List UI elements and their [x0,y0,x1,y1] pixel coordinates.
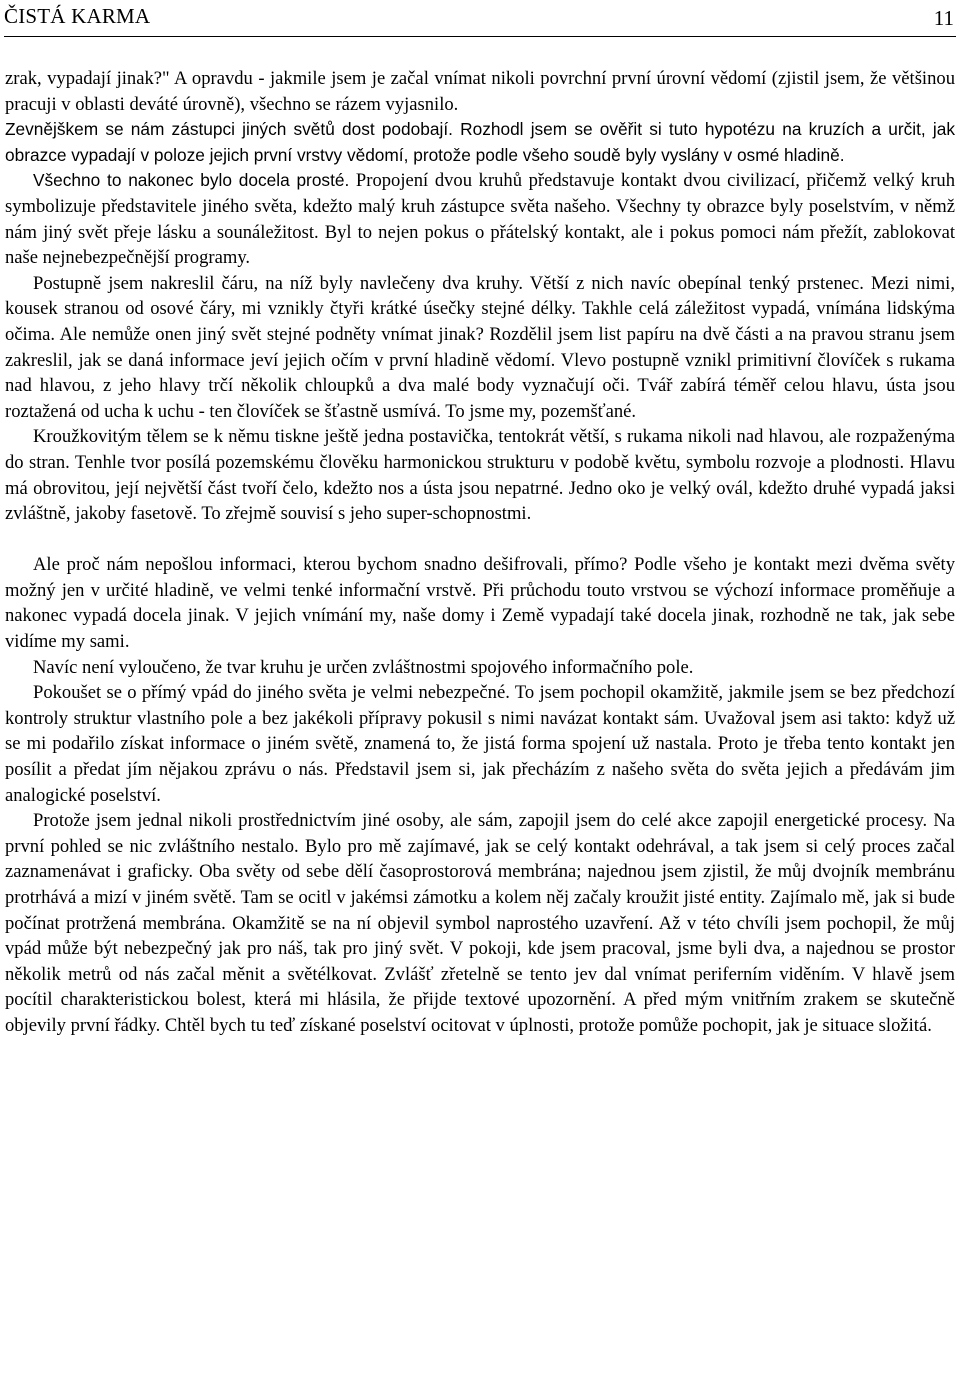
text-run: Postupně jsem nakreslil čáru, na níž byly navlečeny dva kruhy. Větší z nich navíc obepínal tenký prstenec. Mezi nimi, kousek stranou od osové čáry, mi vznikly čtyři krátké úsečky stejné délky. Takhle celá záležitost vypadá, vnímána lidskýma očima. Ale nemůže onen jiný svět stejné podněty vnímat jinak? Rozdělil jsem list papíru na dvě části a na pravou stranu jsem zakreslil, jak se daná informace jeví jejich očím v první hladině vědomí. Vlevo postupně vznikl primitivní človíček s rukama nad hlavou, z jeho hlavy trčí několik chloupků a dva malé body vyznačují oči. Tvář zabírá téměř celou hlavu, ústa jsou roztažená od ucha k uchu - ten človíček se šťastně usmívá. To jsme my, pozemšťané. [5,272,955,422]
text-run: Protože jsem jednal nikoli prostřednictvím jiné osoby, ale sám, zapojil jsem do celé akce zapojil energetické procesy. Na první pohled se nic zvláštního nestalo. Bylo pro mě zajímavé, jak se celý kontakt odehrával, a tak jsem si celý proces začal zaznamenávat i graficky. Oba světy od sebe dělí časoprostorová membrána; najednou jsem zjistil, že můj dvojník membránu protrhává a mizí v jiném světě. Tam se ocitl v jakémsi zámotku a kolem něj začaly kroužit jisté entity. Zajímalo mě, jak si bude počínat protržená membrána. Okamžitě se na ní objevil symbol naprostého uzavření. Až v této chvíli jsem pochopil, že můj vpád může být nebezpečný jak pro náš, tak pro jiný svět. V pokoji, kde jsem pracoval, jsme byli dva, a najednou se prostor několik metrů od nás začal měnit a světélkovat. Zvlášť zřetelně se tento jev dal vnímat periferním viděním. V hlavě jsem pocítil charakteristickou bolest, která mi hlásila, že přijde textové upozornění. A před mým vnitřním zrakem se skutečně objevily první řádky. Chtěl bych tu teď získané poselství ocitovat v úplnosti, protože pomůže pochopit, jak je situace složitá. [5,810,955,1036]
paragraph [5,66,955,117]
text-run: Rozhodl jsem se ověřit si tuto hypotézu na kruzích a určit, jak obrazce vypadají v poloze jejich první vrstvy vědomí, protože podle všeho soudě byly vyslány v osmé hladině. [5,119,955,165]
text-run: Pokoušet se o přímý vpád do jiného světa je velmi nebezpečné. To jsem pochopil okamžitě, jakmile jsem se bez předchozí kontroly struktur vlastního pole a bez jakékoli přípravy pokusil s nimi navázat kontakt sám. Uvažoval jsem asi takto: když už se mi podařilo získat informace o jiném světě, znamená to, že jistá forma spojení už nastala. Proto je třeba tento kontakt jen posílit a předat jím nějakou zprávu o nás. Představil jsem si, jak přecházím z našeho světa do světa jejich a předávám jim analogické poselství. [5,682,955,806]
document-body [5,66,955,1039]
text-run: Kroužkovitým tělem se k němu tiskne ještě jedna postavička, tentokrát větší, s rukama nikoli nad hlavou, ale rozpaženýma do stran. Tenhle tvor posílá pozemskému člověku harmonickou strukturu v podobě květu, symbolu rozvoje a plodnosti. Hlavu má obrovitou, její největší část tvoří čelo, kdežto nos a ústa jsou nepatrné. Jedno oko je velký ovál, kdežto druhé vypadá jaksi zvláštně, jakoby fasetově. To zřejmě souvisí s jeho super-schopnostmi. [5,426,955,525]
text-run: zrak, vypadají jinak?" A opravdu - jakmile jsem je začal vnímat nikoli povrchní první úrovní vědomí (zjistil jsem, že většinou pracuji v oblasti deváté úrovně), všechno se rázem vyjasnilo. [5,68,955,115]
header-title: ČISTÁ KARMA [4,4,151,28]
paragraph [5,680,955,808]
text-run: Zevnějškem se nám zástupci jiných světů dost podobají. [5,119,453,140]
paragraph [5,552,955,654]
paragraph [5,271,955,425]
text-run: Propojení dvou kruhů představuje kontakt dvou civilizací, přičemž velký kruh symbolizuje představitele jiného světa, kdežto malý kruh zástupce světa našeho. Všechny ty obrazce byly poselstvím, v němž nám jiný svět přeje lásku a sounáležitost. Byl to nejen pokus o přátelský kontakt, ale i pokus pomoci nám přežít, zablokovat naše nejnebezpečnější programy. [5,170,956,269]
text-run: Všechno to nakonec bylo docela prosté. [33,170,350,191]
paragraph [5,117,955,168]
paragraph [5,168,955,270]
page-header [4,0,956,37]
text-run: Navíc není vyloučeno, že tvar kruhu je určen zvláštnostmi spojového informačního pole. [33,656,694,678]
page-number: 11 [933,6,954,30]
paragraph [5,808,955,1038]
paragraph [5,424,955,526]
text-run: Ale proč nám nepošlou informaci, kterou bychom snadno dešifrovali, přímo? Podle všeho je kontakt mezi dvěma světy možný jen v určité hladině, ve velmi tenké informační vrstvě. Při průchodu touto vrstvou se výchozí informace proměňuje a nakonec vypadá docela jinak. V jejich vnímání my, naše domy i Země vypadají také docela jinak, rozhodně ne tak, jak sebe vidíme my sami. [5,554,955,653]
paragraph [5,655,955,681]
